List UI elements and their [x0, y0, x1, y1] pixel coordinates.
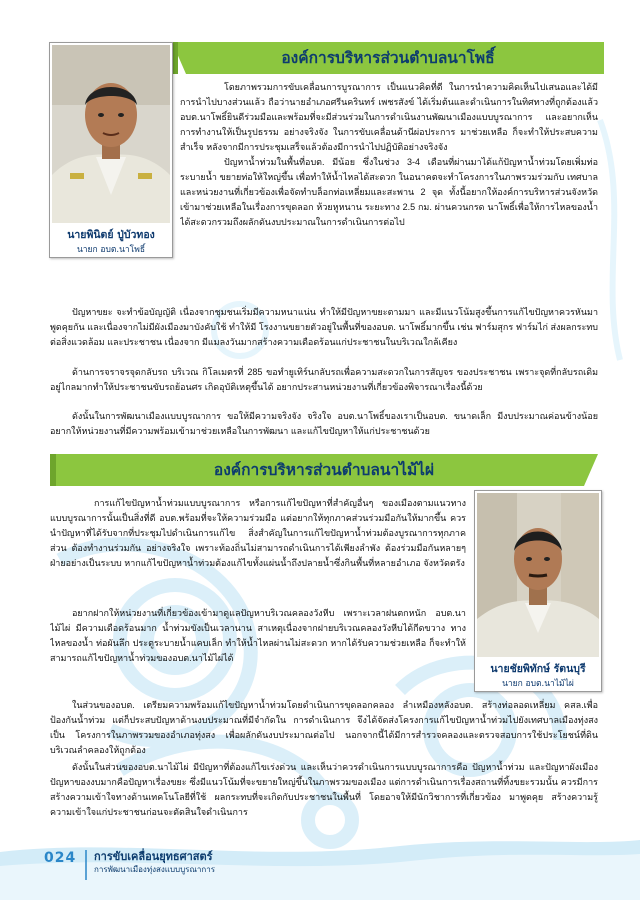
section1-paragraph-3: ปัญหาขยะ จะทำข้อบัญญัติ เนื่องจากชุมชนเริ่มมีความหนาแน่น ทำให้มีปัญหาขยะตามมา และมีแนวโน้มสูงขึ้นการแก้ไขปัญหาควรหันมาพูดคุยกัน และเนื่องจากไม่มีผังเมืองมาบังคับใช้ ทำให้มี โรงงานขยายตัวอยู่ในพื้นที่ของอบต. นาโพธิ์มากขึ้น เช่น ฟาร์มสุกร ฟาร์มไก่ ส่งผลกระทบต่อสิ่งแวดล้อม และประชาชน เนื่องจาก มีแมลงวันมากสร้างความเดือดร้อนแก่ประชาชนในบริเวณใกล้เคียง [50, 307, 598, 347]
section2-portrait-photo [477, 493, 599, 657]
section2-title-bar [50, 454, 598, 486]
portrait-image [52, 45, 170, 223]
section2-paragraph-2: อยากฝากให้หน่วยงานที่เกี่ยวข้องเข้ามาดูแลปัญหาบริเวณคลองวังหีบ เพราะเวลาฝนตกหนัก อบต.นาไม้ไผ่ มีความเดือดร้อนมาก น้ำท่วมขังเป็นเวลานาน สาเหตุเนื่องจากฝายบริเวณคลองวังหีบได้กีดขวาง ทางไหลของน้ำ ท่อผันลึก ประตูระบายน้ำแคบเล็ก ทำให้น้ำไหลผ่านไม่สะดวก หากได้รับความช่วยเหลือ ก็จะทำให้สามารถแก้ไขปัญหาน้ำท่วมของอบต.นาไม้ไผ่ได้ [50, 608, 466, 663]
section1-paragraph-4: ด้านการจราจรจุดกลับรถ บริเวณ กิโลเมตรที่ 285 ขอทำยูเทิร์นกลับรถเพื่อความสะดวกในการสัญจร ของประชาชน เพราะจุดที่กลับรถเดิมอยู่ไกลมากทำให้ประชาชนขับรถย้อนศร เกิดอุบัติเหตุขึ้นได้ อยากประสานหน่วยงานที่เกี่ยวข้องพิจารณาเรื่องนี้ด้วย [50, 367, 598, 392]
section2-photo-position: นายก อบต.นาไม้ไผ่ [502, 679, 574, 689]
section2-paragraph-4: ดังนั้นในส่วนของอบต.นาไม้ไผ่ มีปัญหาที่ต้องแก้ไขเร่งด่วน และเห็นว่าควรดำเนินการแบบบูรณาการคือ ปัญหาน้ำท่วม และปัญหาผังเมือง ปัญหาของงบมากคือปัญหาเรื่องขยะ ซึ่งมีแนวโน้มที่จะขยายใหญ่ขึ้นในภาพรวมของเมือง แต่การดำเนินการเรื่องสถานที่ทิ้งขยะรวมนั้น ควรมีการสร้างความเข้าใจทางด้านเทคโนโลยีที่ใช้ ผลกระทบที่จะเกิดกับประชาชนในพื้นที่ โดยอาจให้มีนักวิชาการที่เกี่ยวข้อง มาพูดคุย สร้างความรู้ ความเข้าใจแก่ประชาชนก่อนจะตัดสินใจดำเนินการ [50, 762, 598, 817]
section1-paragraph-5: ดังนั้นในการพัฒนาเมืองแบบบูรณาการ ขอให้มีความจริงจัง จริงใจ อบต.นาโพธิ์ของเราเป็นอบต. ขนาดเล็ก มีงบประมาณค่อนข้างน้อย อยากให้หน่วยงานที่มีความพร้อมเข้ามาช่วยเหลือในการพัฒนา และแก้ไขปัญหาให้แก่ประชาชนด้วย [50, 411, 598, 436]
section1-photo-frame [49, 42, 173, 258]
section1-title-bar [172, 42, 604, 74]
section1-portrait-photo [52, 45, 170, 223]
portrait-image [477, 493, 599, 657]
section1-photo-name: นายพินิตย์ ปู่บัวทอง [67, 229, 155, 241]
page-number: 024 [44, 850, 77, 866]
footer-title: การขับเคลื่อนยุทธศาสตร์ [94, 850, 213, 863]
section2-paragraph-1: การแก้ไขปัญหาน้ำท่วมแบบบูรณาการ หรือการแก้ไขปัญหาที่สำคัญอื่นๆ ของเมืองตามแนวทางแบบบูรณาการนั้นเป็นสิ่งที่ดี อบต.พร้อมที่จะให้ความร่วมมือ แต่อยากให้ทุกภาคส่วนร่วมมือกันให้มากขึ้น ควรนำปัญหาที่ได้รับจากที่ประชุมไปดำเนินการแก้ไข สิ่งสำคัญในการแก้ไขปัญหาน้ำท่วมต้องบูรณาการทุกภาคส่วน ต้องทำงานร่วมกัน อย่างจริงใจ เพราะท้องถิ่นไม่สามารถดำเนินการได้เพียงลำพัง ต้องร่วมมือกันหลายๆ ฝ่ายอย่างเป็นระบบ หากแก้ไขปัญหาน้ำท่วมต้องแก้ไขทั้งแผ่นน้ำถึงปลายน้ำซึ่งกินพื้นที่หลายอำเภอ จังหวัดตรัง [50, 498, 466, 568]
section1-paragraph-2: ปัญหาน้ำท่วมในพื้นที่อบต. มีน้อย ซึ่งในช่วง 3-4 เดือนที่ผ่านมาได้แก้ปัญหาน้ำท่วมโดยเพิ่มท่อระบายน้ำ ขยายท่อให้ใหญ่ขึ้น เพื่อทำให้น้ำไหลได้สะดวก ในอนาคตจะทำโครงการในภาพรวมร่วมกับ เทศบาลและหน่วยงานที่เกี่ยวข้องเพื่อจัดทำบล็อกท่อเหลี่ยมและสะพาน 2 จุด ทั้งนี้อยากให้องค์การบริหารส่วนจังหวัด เข้ามาช่วยเหลือในเรื่องการขุดลอก ห้วยหูหนาน ระยะทาง 2.5 กม. ผ่านควนกรด นาโพธิ์เพื่อให้การไหลของน้ำได้สะดวกรวมถึงผลักดันงบประมาณในการดำเนินการต่อไป [180, 157, 598, 227]
section1-title: องค์การบริหารส่วนตำบลนาโพธิ์ [281, 49, 495, 67]
section2-photo-frame [474, 490, 602, 692]
section1-paragraph-1: โดยภาพรวมการขับเคลื่อนการบูรณาการ เป็นแนวคิดที่ดี ในการนำความคิดเห็นไปเสนอและได้มีการนำไปบางส่วนแล้ว ถือว่านายอำเภอศรีนครินทร์ เพชรสังข์ ได้เริ่มต้นและดำเนินการในทิศทางที่ถูกต้องแล้ว อบต.นาโพธิ์ยินดีร่วมมือและพร้อมที่จะมีส่วนร่วมในการดำเนินงานพัฒนาเมืองแบบบูรณาการ และอยากเห็นการทำงานให้เป็นรูปธรรม อย่างจริงจัง ในการขับเคลื่อนด้านีผ่อประการ มาช่วยเหลือ ก็จะทำให้ประสบความสำเร็จ หลังจากมีการประชุมเสร็จแล้วต้องมีการนำไปปฏิบัติอย่างจริงจัง [180, 82, 598, 152]
section1-photo-position: นายก อบต.นาโพธิ์ [76, 245, 146, 255]
section2-title: องค์การบริหารส่วนตำบลนาไม้ไผ่ [213, 461, 435, 479]
footer-subtitle: การพัฒนาเมืองทุ่งสงแบบบูรณาการ [94, 865, 216, 874]
section2-photo-name: นายชัยพิทักษ์ รัตนบุรี [490, 663, 586, 675]
section2-paragraph-3: ในส่วนของอบต. เตรียมความพร้อมแก้ไขปัญหาน้ำท่วมโดยดำเนินการขุดลอกคลอง ลำเหมืองหลังอบต. สร้างท่อลอดเหลี่ยม คสล.เพื่อป้องกันน้ำท่วม แต่ก็ประสบปัญหาด้านงบประมาณที่มีจำกัดใน การดำเนินการ จึงได้จัดส่งโครงการแก้ไขปัญหาน้ำท่วมไปยังเทศบาลเมืองทุ่งสงเป็น โครงการในภาพรวมของอำเภอทุ่งสง เพื่อผลักดันงบประมาณต่อไป นอกจากนี้ได้มีการสำรวจคลองและตรวจสอบการใช้ประโยชน์ที่ดินบริเวณลำคลองให้ถูกต้อง [50, 700, 598, 755]
